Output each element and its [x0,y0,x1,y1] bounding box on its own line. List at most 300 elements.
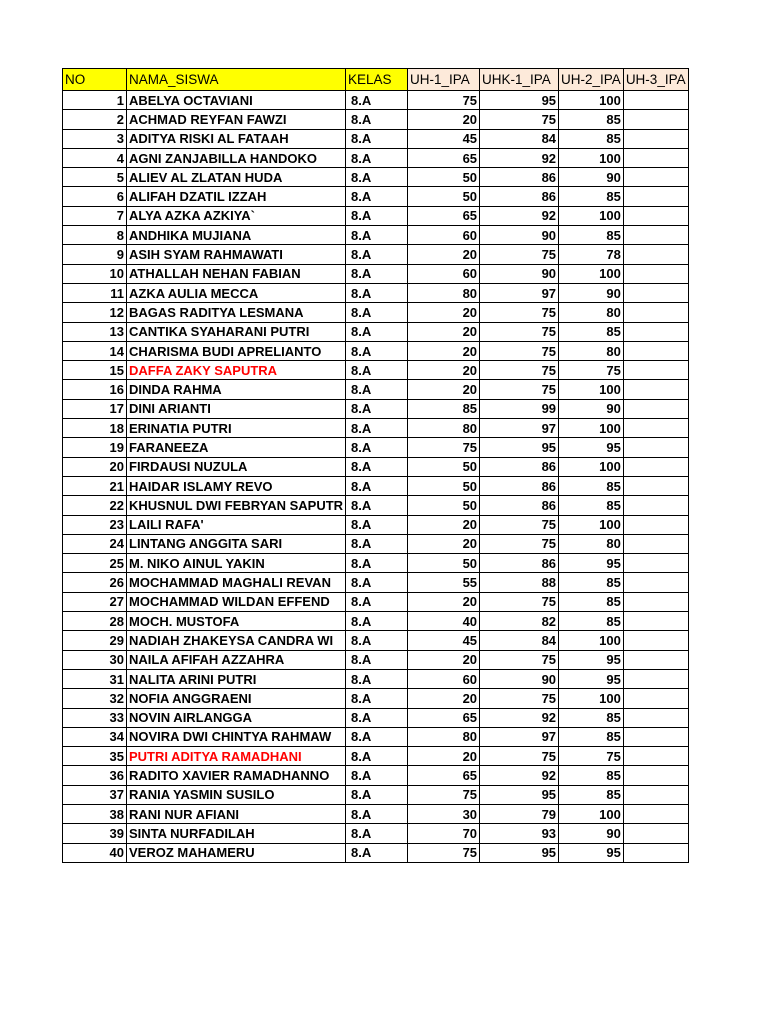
cell-uh2-ipa[interactable]: 100 [559,631,624,650]
cell-kelas[interactable]: 8.A [346,727,408,746]
cell-kelas[interactable]: 8.A [346,361,408,380]
cell-nama-siswa[interactable]: RANI NUR AFIANI [127,804,346,823]
cell-kelas[interactable]: 8.A [346,476,408,495]
cell-no[interactable]: 31 [63,669,127,688]
cell-uhk1-ipa[interactable]: 75 [480,361,559,380]
cell-uh2-ipa[interactable]: 95 [559,650,624,669]
cell-kelas[interactable]: 8.A [346,573,408,592]
cell-uh1-ipa[interactable]: 20 [408,303,480,322]
cell-uh1-ipa[interactable]: 65 [408,766,480,785]
cell-no[interactable]: 20 [63,457,127,476]
cell-nama-siswa[interactable]: ALIEV AL ZLATAN HUDA [127,168,346,187]
cell-uh3-ipa[interactable] [623,631,688,650]
cell-uh1-ipa[interactable]: 80 [408,283,480,302]
cell-no[interactable]: 2 [63,110,127,129]
cell-uh2-ipa[interactable]: 85 [559,110,624,129]
cell-uh1-ipa[interactable]: 40 [408,612,480,631]
cell-no[interactable]: 15 [63,361,127,380]
cell-nama-siswa[interactable]: NOVIRA DWI CHINTYA RAHMAW [127,727,346,746]
cell-uhk1-ipa[interactable]: 75 [480,592,559,611]
cell-uhk1-ipa[interactable]: 97 [480,727,559,746]
cell-uhk1-ipa[interactable]: 75 [480,245,559,264]
cell-uh1-ipa[interactable]: 20 [408,534,480,553]
cell-uhk1-ipa[interactable]: 92 [480,206,559,225]
table-row [63,419,689,438]
cell-nama-siswa[interactable]: NAILA AFIFAH AZZAHRA [127,650,346,669]
cell-no[interactable]: 29 [63,631,127,650]
cell-uhk1-ipa[interactable]: 75 [480,747,559,766]
cell-uhk1-ipa[interactable]: 86 [480,457,559,476]
cell-no[interactable]: 18 [63,419,127,438]
cell-uh1-ipa[interactable]: 50 [408,496,480,515]
cell-uh3-ipa[interactable] [623,129,688,148]
cell-uh3-ipa[interactable] [623,187,688,206]
cell-kelas[interactable]: 8.A [346,303,408,322]
cell-no[interactable]: 1 [63,91,127,110]
cell-uhk1-ipa[interactable]: 75 [480,534,559,553]
cell-kelas[interactable]: 8.A [346,399,408,418]
cell-uh2-ipa[interactable]: 85 [559,766,624,785]
cell-nama-siswa[interactable]: MOCHAMMAD WILDAN EFFEND [127,592,346,611]
cell-uh3-ipa[interactable] [623,534,688,553]
cell-uh1-ipa[interactable]: 50 [408,554,480,573]
header-cell-uh1-ipa[interactable]: UH-1_IPA [408,69,480,91]
cell-uhk1-ipa[interactable]: 95 [480,91,559,110]
cell-no[interactable]: 38 [63,804,127,823]
cell-uh1-ipa[interactable]: 20 [408,361,480,380]
cell-uh2-ipa[interactable]: 100 [559,457,624,476]
cell-uh1-ipa[interactable]: 55 [408,573,480,592]
cell-nama-siswa[interactable]: DINI ARIANTI [127,399,346,418]
cell-uh3-ipa[interactable] [623,283,688,302]
cell-uh1-ipa[interactable]: 20 [408,689,480,708]
cell-uhk1-ipa[interactable]: 86 [480,476,559,495]
cell-uh1-ipa[interactable]: 20 [408,380,480,399]
cell-kelas[interactable]: 8.A [346,689,408,708]
cell-uh3-ipa[interactable] [623,264,688,283]
cell-uh2-ipa[interactable]: 90 [559,168,624,187]
table-row [63,804,689,823]
cell-uh3-ipa[interactable] [623,361,688,380]
cell-nama-siswa[interactable]: ATHALLAH NEHAN FABIAN [127,264,346,283]
cell-uh1-ipa[interactable]: 65 [408,206,480,225]
cell-uh1-ipa[interactable]: 30 [408,804,480,823]
cell-kelas[interactable]: 8.A [346,785,408,804]
table-row [63,669,689,688]
cell-kelas[interactable]: 8.A [346,843,408,862]
cell-uh1-ipa[interactable]: 60 [408,264,480,283]
cell-uh2-ipa[interactable]: 100 [559,91,624,110]
cell-uhk1-ipa[interactable]: 75 [480,380,559,399]
cell-nama-siswa[interactable]: ADITYA RISKI AL FATAAH [127,129,346,148]
cell-uh3-ipa[interactable] [623,245,688,264]
header-cell-uh3-ipa[interactable]: UH-3_IPA [623,69,688,91]
cell-nama-siswa[interactable]: SINTA NURFADILAH [127,824,346,843]
table-row [63,612,689,631]
cell-uh2-ipa[interactable]: 85 [559,187,624,206]
cell-kelas[interactable]: 8.A [346,341,408,360]
cell-uh1-ipa[interactable]: 80 [408,419,480,438]
cell-uh2-ipa[interactable]: 85 [559,708,624,727]
cell-no[interactable]: 17 [63,399,127,418]
cell-no[interactable]: 35 [63,747,127,766]
cell-uh3-ipa[interactable] [623,650,688,669]
table-row [63,168,689,187]
cell-uh1-ipa[interactable]: 65 [408,708,480,727]
cell-uh3-ipa[interactable] [623,708,688,727]
cell-uh1-ipa[interactable]: 75 [408,843,480,862]
cell-uh1-ipa[interactable]: 20 [408,515,480,534]
cell-no[interactable]: 9 [63,245,127,264]
cell-uhk1-ipa[interactable]: 75 [480,515,559,534]
cell-kelas[interactable]: 8.A [346,91,408,110]
cell-kelas[interactable]: 8.A [346,747,408,766]
cell-uh2-ipa[interactable]: 85 [559,476,624,495]
cell-uh2-ipa[interactable]: 95 [559,669,624,688]
cell-kelas[interactable]: 8.A [346,457,408,476]
cell-uh2-ipa[interactable]: 85 [559,496,624,515]
cell-uhk1-ipa[interactable]: 84 [480,129,559,148]
cell-nama-siswa[interactable]: FARANEEZA [127,438,346,457]
cell-nama-siswa[interactable]: RADITO XAVIER RAMADHANNO [127,766,346,785]
cell-uhk1-ipa[interactable]: 82 [480,612,559,631]
cell-kelas[interactable]: 8.A [346,110,408,129]
cell-no[interactable]: 28 [63,612,127,631]
cell-kelas[interactable]: 8.A [346,669,408,688]
header-cell-no[interactable]: NO [63,69,127,91]
cell-kelas[interactable]: 8.A [346,612,408,631]
cell-uh3-ipa[interactable] [623,612,688,631]
cell-no[interactable]: 22 [63,496,127,515]
cell-nama-siswa[interactable]: MOCH. MUSTOFA [127,612,346,631]
cell-uh3-ipa[interactable] [623,747,688,766]
cell-kelas[interactable]: 8.A [346,245,408,264]
cell-nama-siswa[interactable]: LAILI RAFA' [127,515,346,534]
cell-nama-siswa[interactable]: M. NIKO AINUL YAKIN [127,554,346,573]
cell-nama-siswa[interactable]: BAGAS RADITYA LESMANA [127,303,346,322]
cell-no[interactable]: 23 [63,515,127,534]
table-row [63,592,689,611]
cell-kelas[interactable]: 8.A [346,148,408,167]
cell-uh2-ipa[interactable]: 85 [559,727,624,746]
cell-uhk1-ipa[interactable]: 90 [480,226,559,245]
cell-uhk1-ipa[interactable]: 90 [480,264,559,283]
cell-uh2-ipa[interactable]: 75 [559,361,624,380]
cell-kelas[interactable]: 8.A [346,419,408,438]
cell-kelas[interactable]: 8.A [346,322,408,341]
cell-uh2-ipa[interactable]: 90 [559,283,624,302]
cell-uh1-ipa[interactable]: 75 [408,91,480,110]
cell-uhk1-ipa[interactable]: 75 [480,110,559,129]
cell-uh1-ipa[interactable]: 45 [408,631,480,650]
cell-nama-siswa[interactable]: DINDA RAHMA [127,380,346,399]
cell-uhk1-ipa[interactable]: 92 [480,148,559,167]
cell-uh2-ipa[interactable]: 80 [559,534,624,553]
cell-uh1-ipa[interactable]: 75 [408,785,480,804]
cell-kelas[interactable]: 8.A [346,187,408,206]
cell-uh2-ipa[interactable]: 90 [559,824,624,843]
cell-uh3-ipa[interactable] [623,515,688,534]
cell-uh2-ipa[interactable]: 100 [559,264,624,283]
cell-kelas[interactable]: 8.A [346,766,408,785]
cell-uh3-ipa[interactable] [623,438,688,457]
cell-kelas[interactable]: 8.A [346,168,408,187]
cell-kelas[interactable]: 8.A [346,554,408,573]
cell-uh1-ipa[interactable]: 45 [408,129,480,148]
cell-uh2-ipa[interactable]: 100 [559,515,624,534]
cell-uh1-ipa[interactable]: 85 [408,399,480,418]
cell-no[interactable]: 25 [63,554,127,573]
cell-uh2-ipa[interactable]: 95 [559,554,624,573]
cell-uh2-ipa[interactable]: 85 [559,226,624,245]
cell-uh1-ipa[interactable]: 80 [408,727,480,746]
cell-no[interactable]: 13 [63,322,127,341]
cell-nama-siswa[interactable]: NADIAH ZHAKEYSA CANDRA WI [127,631,346,650]
cell-no[interactable]: 33 [63,708,127,727]
cell-no[interactable]: 11 [63,283,127,302]
cell-kelas[interactable]: 8.A [346,438,408,457]
cell-uh2-ipa[interactable]: 100 [559,148,624,167]
cell-nama-siswa[interactable]: ALYA AZKA AZKIYA` [127,206,346,225]
cell-no[interactable]: 30 [63,650,127,669]
cell-nama-siswa[interactable]: CHARISMA BUDI APRELIANTO [127,341,346,360]
cell-nama-siswa[interactable]: ACHMAD REYFAN FAWZI [127,110,346,129]
cell-uh3-ipa[interactable] [623,804,688,823]
cell-uh1-ipa[interactable]: 50 [408,187,480,206]
cell-nama-siswa[interactable]: NOVIN AIRLANGGA [127,708,346,727]
table-row [63,496,689,515]
table-row [63,650,689,669]
cell-uh3-ipa[interactable] [623,824,688,843]
cell-no[interactable]: 27 [63,592,127,611]
cell-uhk1-ipa[interactable]: 75 [480,341,559,360]
cell-uhk1-ipa[interactable]: 95 [480,785,559,804]
cell-no[interactable]: 39 [63,824,127,843]
cell-nama-siswa[interactable]: DAFFA ZAKY SAPUTRA [127,361,346,380]
cell-uh3-ipa[interactable] [623,110,688,129]
cell-uh3-ipa[interactable] [623,727,688,746]
cell-uhk1-ipa[interactable]: 97 [480,419,559,438]
cell-uh3-ipa[interactable] [623,399,688,418]
cell-uhk1-ipa[interactable]: 75 [480,650,559,669]
cell-uh2-ipa[interactable]: 100 [559,689,624,708]
cell-nama-siswa[interactable]: RANIA YASMIN SUSILO [127,785,346,804]
cell-uhk1-ipa[interactable]: 86 [480,168,559,187]
cell-kelas[interactable]: 8.A [346,129,408,148]
cell-uh1-ipa[interactable]: 50 [408,476,480,495]
cell-uh3-ipa[interactable] [623,322,688,341]
cell-no[interactable]: 7 [63,206,127,225]
header-cell-kelas[interactable]: KELAS [346,69,408,91]
cell-uhk1-ipa[interactable]: 86 [480,554,559,573]
cell-uh3-ipa[interactable] [623,148,688,167]
cell-uh2-ipa[interactable]: 85 [559,612,624,631]
cell-uh2-ipa[interactable]: 100 [559,419,624,438]
cell-uhk1-ipa[interactable]: 92 [480,766,559,785]
cell-kelas[interactable]: 8.A [346,496,408,515]
cell-uh2-ipa[interactable]: 85 [559,322,624,341]
cell-uhk1-ipa[interactable]: 90 [480,669,559,688]
cell-nama-siswa[interactable]: VEROZ MAHAMERU [127,843,346,862]
cell-no[interactable]: 8 [63,226,127,245]
cell-no[interactable]: 4 [63,148,127,167]
cell-no[interactable]: 21 [63,476,127,495]
cell-uh1-ipa[interactable]: 20 [408,245,480,264]
cell-uh3-ipa[interactable] [623,766,688,785]
cell-kelas[interactable]: 8.A [346,592,408,611]
cell-no[interactable]: 40 [63,843,127,862]
cell-no[interactable]: 32 [63,689,127,708]
cell-nama-siswa[interactable]: AZKA AULIA MECCA [127,283,346,302]
cell-nama-siswa[interactable]: FIRDAUSI NUZULA [127,457,346,476]
cell-uh1-ipa[interactable]: 65 [408,148,480,167]
cell-uh2-ipa[interactable]: 100 [559,804,624,823]
cell-uh3-ipa[interactable] [623,303,688,322]
header-cell-uh2-ipa[interactable]: UH-2_IPA [559,69,624,91]
table-row [63,91,689,110]
cell-uh3-ipa[interactable] [623,573,688,592]
cell-no[interactable]: 37 [63,785,127,804]
cell-kelas[interactable]: 8.A [346,515,408,534]
cell-no[interactable]: 19 [63,438,127,457]
header-cell-nama-siswa[interactable]: NAMA_SISWA [127,69,346,91]
cell-no[interactable]: 16 [63,380,127,399]
cell-nama-siswa[interactable]: NOFIA ANGGRAENI [127,689,346,708]
cell-uhk1-ipa[interactable]: 84 [480,631,559,650]
cell-no[interactable]: 6 [63,187,127,206]
cell-nama-siswa[interactable]: LINTANG ANGGITA SARI [127,534,346,553]
cell-nama-siswa[interactable]: ERINATIA PUTRI [127,419,346,438]
cell-no[interactable]: 34 [63,727,127,746]
cell-uh3-ipa[interactable] [623,843,688,862]
cell-nama-siswa[interactable]: HAIDAR ISLAMY REVO [127,476,346,495]
cell-uh3-ipa[interactable] [623,91,688,110]
cell-uh1-ipa[interactable]: 70 [408,824,480,843]
cell-uhk1-ipa[interactable]: 93 [480,824,559,843]
cell-uhk1-ipa[interactable]: 75 [480,689,559,708]
cell-uh3-ipa[interactable] [623,380,688,399]
cell-kelas[interactable]: 8.A [346,650,408,669]
cell-no[interactable]: 10 [63,264,127,283]
cell-uh3-ipa[interactable] [623,419,688,438]
cell-uh2-ipa[interactable]: 100 [559,380,624,399]
cell-uh2-ipa[interactable]: 75 [559,747,624,766]
table-row [63,283,689,302]
cell-uhk1-ipa[interactable]: 95 [480,438,559,457]
cell-uh1-ipa[interactable]: 60 [408,226,480,245]
cell-kelas[interactable]: 8.A [346,283,408,302]
cell-uh3-ipa[interactable] [623,669,688,688]
cell-uh2-ipa[interactable]: 85 [559,592,624,611]
cell-uh3-ipa[interactable] [623,689,688,708]
cell-uh1-ipa[interactable]: 20 [408,592,480,611]
cell-no[interactable]: 24 [63,534,127,553]
cell-nama-siswa[interactable]: NALITA ARINI PUTRI [127,669,346,688]
cell-uh1-ipa[interactable]: 50 [408,168,480,187]
table-row [63,245,689,264]
cell-uh3-ipa[interactable] [623,226,688,245]
cell-no[interactable]: 36 [63,766,127,785]
cell-uhk1-ipa[interactable]: 75 [480,322,559,341]
cell-nama-siswa[interactable]: AGNI ZANJABILLA HANDOKO [127,148,346,167]
cell-no[interactable]: 12 [63,303,127,322]
cell-uh1-ipa[interactable]: 20 [408,322,480,341]
table-row [63,727,689,746]
cell-uh2-ipa[interactable]: 95 [559,438,624,457]
cell-kelas[interactable]: 8.A [346,264,408,283]
cell-kelas[interactable]: 8.A [346,631,408,650]
cell-nama-siswa[interactable]: KHUSNUL DWI FEBRYAN SAPUTR [127,496,346,515]
cell-uhk1-ipa[interactable]: 92 [480,708,559,727]
cell-nama-siswa[interactable]: MOCHAMMAD MAGHALI REVAN [127,573,346,592]
cell-uh2-ipa[interactable]: 80 [559,303,624,322]
cell-no[interactable]: 26 [63,573,127,592]
header-cell-uhk1-ipa[interactable]: UHK-1_IPA [480,69,559,91]
cell-kelas[interactable]: 8.A [346,206,408,225]
cell-uh1-ipa[interactable]: 20 [408,110,480,129]
cell-no[interactable]: 5 [63,168,127,187]
cell-nama-siswa[interactable]: PUTRI ADITYA RAMADHANI [127,747,346,766]
cell-uh3-ipa[interactable] [623,592,688,611]
cell-no[interactable]: 3 [63,129,127,148]
cell-uh3-ipa[interactable] [623,554,688,573]
cell-nama-siswa[interactable]: CANTIKA SYAHARANI PUTRI [127,322,346,341]
cell-uh2-ipa[interactable]: 90 [559,399,624,418]
table-row [63,534,689,553]
cell-uh3-ipa[interactable] [623,496,688,515]
cell-uh3-ipa[interactable] [623,341,688,360]
cell-uh3-ipa[interactable] [623,785,688,804]
cell-uh1-ipa[interactable]: 20 [408,747,480,766]
cell-kelas[interactable]: 8.A [346,534,408,553]
cell-kelas[interactable]: 8.A [346,380,408,399]
cell-kelas[interactable]: 8.A [346,226,408,245]
cell-uh3-ipa[interactable] [623,168,688,187]
cell-uh1-ipa[interactable]: 20 [408,341,480,360]
cell-uh3-ipa[interactable] [623,206,688,225]
cell-uh3-ipa[interactable] [623,457,688,476]
cell-uh2-ipa[interactable]: 85 [559,573,624,592]
cell-uhk1-ipa[interactable]: 86 [480,187,559,206]
cell-uh3-ipa[interactable] [623,476,688,495]
cell-kelas[interactable]: 8.A [346,804,408,823]
cell-uh1-ipa[interactable]: 20 [408,650,480,669]
cell-uh1-ipa[interactable]: 75 [408,438,480,457]
cell-nama-siswa[interactable]: ABELYA OCTAVIANI [127,91,346,110]
cell-uh1-ipa[interactable]: 50 [408,457,480,476]
cell-uhk1-ipa[interactable]: 88 [480,573,559,592]
cell-nama-siswa[interactable]: ASIH SYAM RAHMAWATI [127,245,346,264]
cell-uhk1-ipa[interactable]: 97 [480,283,559,302]
cell-uhk1-ipa[interactable]: 95 [480,843,559,862]
cell-uhk1-ipa[interactable]: 75 [480,303,559,322]
cell-nama-siswa[interactable]: ANDHIKA MUJIANA [127,226,346,245]
cell-uhk1-ipa[interactable]: 86 [480,496,559,515]
cell-uh1-ipa[interactable]: 60 [408,669,480,688]
cell-uh2-ipa[interactable]: 95 [559,843,624,862]
cell-uh2-ipa[interactable]: 85 [559,785,624,804]
cell-kelas[interactable]: 8.A [346,824,408,843]
cell-kelas[interactable]: 8.A [346,708,408,727]
cell-uh2-ipa[interactable]: 85 [559,129,624,148]
cell-uhk1-ipa[interactable]: 79 [480,804,559,823]
cell-nama-siswa[interactable]: ALIFAH DZATIL IZZAH [127,187,346,206]
cell-uhk1-ipa[interactable]: 99 [480,399,559,418]
cell-no[interactable]: 14 [63,341,127,360]
cell-uh2-ipa[interactable]: 80 [559,341,624,360]
cell-uh2-ipa[interactable]: 78 [559,245,624,264]
cell-uh2-ipa[interactable]: 100 [559,206,624,225]
